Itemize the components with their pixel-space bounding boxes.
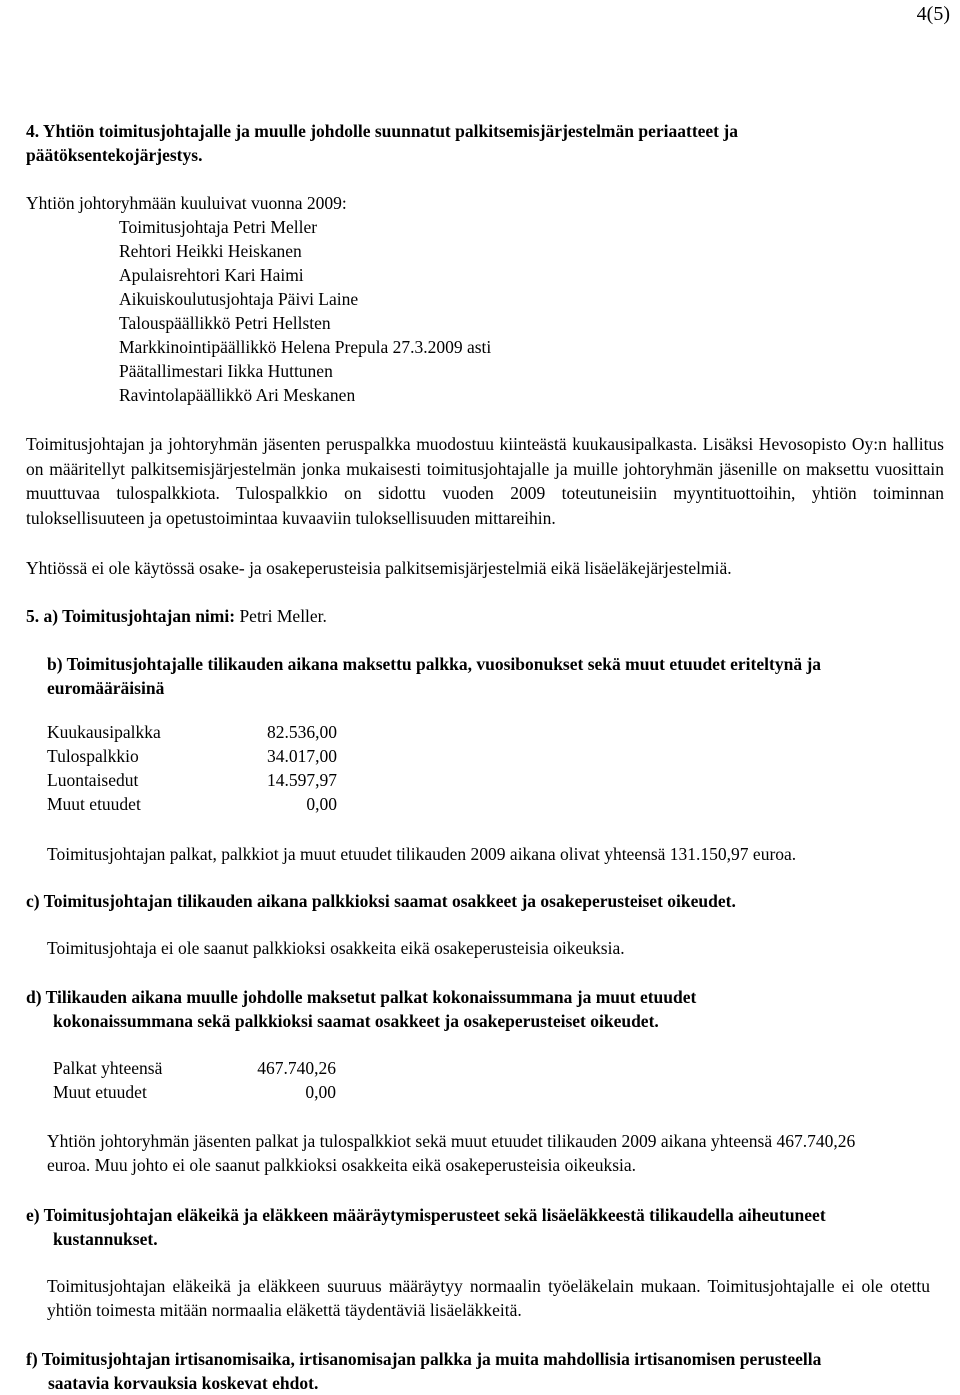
section-5e-heading-line1: e) Toimitusjohtajan eläkeikä ja eläkkeen määräytymisperusteet sekä lisäeläkkeestä tilikaudella aiheutuneet — [26, 1205, 826, 1225]
management-compensation-table — [53, 1056, 960, 1104]
page-number: 4(5) — [916, 3, 950, 25]
section-5b-heading-line2: euromääräisinä — [47, 678, 165, 698]
table-row-label: Tulospalkkio — [47, 746, 139, 766]
member-rector: Rehtori Heikki Heiskanen — [119, 241, 302, 261]
section-5a-value: Petri Meller. — [235, 606, 327, 626]
section-5b-heading-line1: b) Toimitusjohtajalle tilikauden aikana maksettu palkka, vuosibonukset sekä muut etuudet eriteltynä ja — [47, 654, 822, 674]
section-4-heading — [26, 119, 950, 167]
section-5e-heading — [26, 1203, 950, 1251]
section-4-heading-line2: päätöksentekojärjestys. — [26, 145, 203, 165]
share-scheme-paragraph: Yhtiössä ei ole käytössä osake- ja osakeperusteisia palkitsemisjärjestelmiä eikä lisäeläkejärjestelmiä. — [26, 558, 732, 578]
table-row-value: 82.536,00 — [267, 722, 337, 742]
table-row-value: 0,00 — [306, 794, 337, 814]
section-5a — [26, 604, 960, 628]
compensation-paragraph: Toimitusjohtajan ja johtoryhmän jäsenten peruspalkka muodostuu kiinteästä kuukausipalkasta. Lisäksi Hevosopisto Oy:n hallitus on määritellyt palkitsemisjärjestelmän jonka mukaisesti toimitusjohtajalle ja muille johtoryhmän jäsenille on maksettu vuosittain muuttuvaa tulospalkkiota. Tulospalkkio on sidottu vuoden 2009 toteutuneisiin myyntituottoihin, yhtiön toiminnan tuloksellisuuteen ja opetustoimintaa kuvaaviin tuloksellisuuden mittareihin. — [26, 434, 944, 528]
section-5d-text: Yhtiön johtoryhmän jäsenten palkat ja tulospalkkiot sekä muut etuudet tilikauden 2009 aikana yhteensä 467.740,26 euroa. Muu johto ei ole saanut palkkioksi osakkeita eikä osakeperusteisia oikeuksia. — [47, 1131, 856, 1175]
section-5f-heading-line2: saatavia korvauksia koskevat ehdot. — [48, 1373, 319, 1393]
section-5f-heading-line1: f) Toimitusjohtajan irtisanomisaika, irtisanomisajan palkka ja muita mahdollisia irtisanomisen perusteella — [26, 1349, 822, 1369]
ceo-compensation-table — [47, 720, 960, 816]
member-head-stable-master: Päätallimestari Iikka Huttunen — [119, 361, 333, 381]
section-5c-text: Toimitusjohtaja ei ole saanut palkkioksi osakkeita eikä osakeperusteisia oikeuksia. — [47, 938, 625, 958]
ceo-compensation-total: Toimitusjohtajan palkat, palkkiot ja muut etuudet tilikauden 2009 aikana olivat yhteensä 131.150,97 euroa. — [47, 844, 797, 864]
table-row-value: 0,00 — [305, 1082, 336, 1102]
table-row-label: Palkat yhteensä — [53, 1058, 163, 1078]
section-5d-heading-line2: kokonaissummana sekä palkkioksi saamat osakkeet ja osakeperusteiset oikeudet. — [53, 1011, 659, 1031]
table-row-label: Luontaisedut — [47, 770, 139, 790]
table-row-value: 14.597,97 — [267, 770, 337, 790]
section-4-heading-line1: 4. Yhtiön toimitusjohtajalle ja muulle johdolle suunnatut palkitsemisjärjestelmän periaatteet ja — [26, 121, 738, 141]
management-members-list — [119, 215, 960, 407]
section-5f-heading — [26, 1347, 950, 1395]
table-row-label: Muut etuudet — [47, 794, 141, 814]
section-5c-heading: c) Toimitusjohtajan tilikauden aikana palkkioksi saamat osakkeet ja osakeperusteiset oikeudet. — [26, 891, 736, 911]
member-marketing-manager: Markkinointipäällikkö Helena Prepula 27.3.2009 asti — [119, 337, 492, 357]
management-intro: Yhtiön johtoryhmään kuuluivat vuonna 2009: — [26, 193, 347, 213]
member-ceo: Toimitusjohtaja Petri Meller — [119, 217, 318, 237]
member-adult-education-director: Aikuiskoulutusjohtaja Päivi Laine — [119, 289, 359, 309]
table-row-label: Muut etuudet — [53, 1082, 147, 1102]
table-row-value: 467.740,26 — [257, 1058, 336, 1078]
section-5b-heading — [47, 652, 950, 700]
section-5e-heading-line2: kustannukset. — [53, 1229, 158, 1249]
member-finance-manager: Talouspäällikkö Petri Hellsten — [119, 313, 331, 333]
section-5a-label: 5. a) Toimitusjohtajan nimi: — [26, 606, 236, 626]
section-5e-text: Toimitusjohtajan eläkeikä ja eläkkeen suuruus määräytyy normaalin työeläkelain mukaan. Toimitusjohtajalle ei ole otettu yhtiön toimesta mitään normaalia eläkettä täydentäviä lisäeläkkeitä. — [47, 1276, 930, 1320]
member-restaurant-manager: Ravintolapäällikkö Ari Meskanen — [119, 385, 356, 405]
table-row-label: Kuukausipalkka — [47, 722, 161, 742]
member-vice-rector: Apulaisrehtori Kari Haimi — [119, 265, 304, 285]
section-5d-heading-line1: d) Tilikauden aikana muulle johdolle maksetut palkat kokonaissummana ja muut etuudet — [26, 987, 697, 1007]
section-5d-heading — [26, 985, 950, 1033]
table-row-value: 34.017,00 — [267, 746, 337, 766]
